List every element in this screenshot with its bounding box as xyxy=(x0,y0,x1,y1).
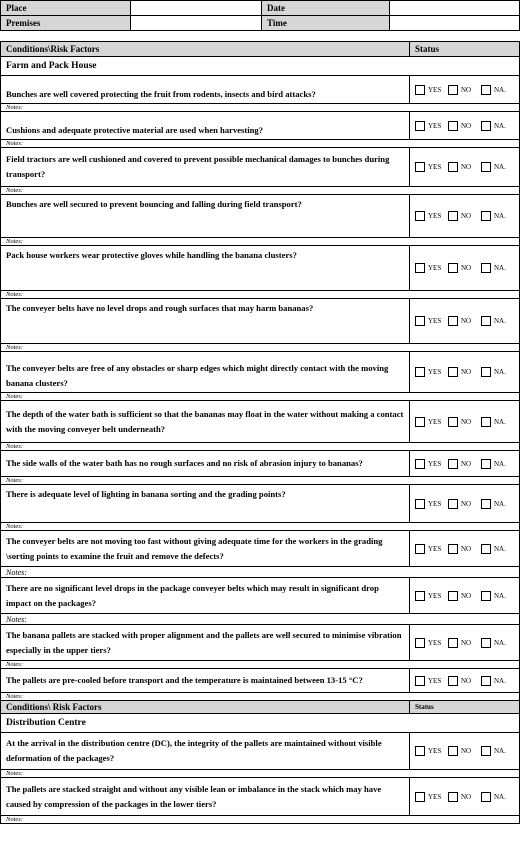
checkbox-icon[interactable] xyxy=(481,162,491,172)
yes-label: YES xyxy=(428,264,442,272)
checkbox-icon[interactable] xyxy=(415,459,425,469)
yes-option[interactable] xyxy=(415,85,448,95)
na-label: NA. xyxy=(494,264,506,272)
yes-label: YES xyxy=(428,368,442,376)
checkbox-icon[interactable] xyxy=(415,499,425,509)
checkbox-icon[interactable] xyxy=(448,417,458,427)
na-option[interactable] xyxy=(481,499,514,509)
checkbox-icon[interactable] xyxy=(448,676,458,686)
notes-field[interactable]: Notes: xyxy=(1,291,520,299)
no-option[interactable] xyxy=(448,591,481,601)
yes-option[interactable] xyxy=(415,792,448,802)
no-label: NO xyxy=(461,638,472,647)
premises-field[interactable] xyxy=(131,16,262,31)
checkbox-icon[interactable] xyxy=(448,85,458,95)
na-option[interactable] xyxy=(481,459,514,469)
checkbox-icon[interactable] xyxy=(448,162,458,172)
no-label: NO xyxy=(461,747,472,755)
no-option[interactable] xyxy=(448,316,481,326)
question: Bunches are well secured to prevent bouncing and falling during field transport? xyxy=(1,195,410,238)
checkbox-icon[interactable] xyxy=(415,676,425,686)
checkbox-icon[interactable] xyxy=(448,746,458,756)
yes-option[interactable] xyxy=(415,367,448,377)
question: The depth of the water bath is sufficient so that the bananas may float in the water without making a contact with the moving conveyer belt underneath? xyxy=(1,401,410,443)
na-label: NA. xyxy=(494,591,506,600)
checkbox-icon[interactable] xyxy=(481,367,491,377)
status-options xyxy=(410,76,520,104)
no-option[interactable] xyxy=(448,367,481,377)
yes-option[interactable] xyxy=(415,544,448,554)
status-options xyxy=(410,401,520,443)
status-options xyxy=(410,625,520,661)
yes-option[interactable] xyxy=(415,638,448,648)
checkbox-icon[interactable] xyxy=(481,316,491,326)
na-option[interactable] xyxy=(481,746,514,756)
date-field[interactable] xyxy=(390,1,520,16)
no-option[interactable] xyxy=(448,459,481,469)
question: The pallets are stacked straight and without any visible lean or imbalance in the stack which may have caused by compression of the packages in the lower tiers? xyxy=(1,778,410,816)
header-table xyxy=(0,0,520,31)
na-option[interactable] xyxy=(481,676,514,686)
no-label: NO xyxy=(461,591,472,600)
yes-option[interactable] xyxy=(415,499,448,509)
na-option[interactable] xyxy=(481,263,514,273)
yes-label: YES xyxy=(428,591,442,600)
notes-field[interactable]: Notes: xyxy=(1,104,520,112)
yes-option[interactable] xyxy=(415,417,448,427)
time-field[interactable] xyxy=(390,16,520,31)
status-options xyxy=(410,578,520,614)
question: The conveyer belts are not moving too fast without giving adequate time for the workers in the grading \sorting points to examine the fruit and remove the defects? xyxy=(1,531,410,567)
yes-option[interactable] xyxy=(415,162,448,172)
no-label: NO xyxy=(461,368,472,376)
yes-label: YES xyxy=(428,459,442,468)
na-option[interactable] xyxy=(481,417,514,427)
notes-field[interactable]: Notes: xyxy=(1,816,520,824)
checkbox-icon[interactable] xyxy=(448,263,458,273)
yes-label: YES xyxy=(428,499,442,508)
no-option[interactable] xyxy=(448,85,481,95)
no-label: NO xyxy=(461,544,472,553)
checkbox-icon[interactable] xyxy=(448,121,458,131)
no-option[interactable] xyxy=(448,263,481,273)
status-options xyxy=(410,195,520,238)
question: The pallets are pre-cooled before transport and the temperature is maintained between 13-15 °C? xyxy=(1,669,410,693)
checkbox-icon[interactable] xyxy=(448,544,458,554)
no-option[interactable] xyxy=(448,544,481,554)
notes-field[interactable]: Notes: xyxy=(1,523,520,531)
checkbox-icon[interactable] xyxy=(481,591,491,601)
checkbox-icon[interactable] xyxy=(448,591,458,601)
checkbox-icon[interactable] xyxy=(448,211,458,221)
no-option[interactable] xyxy=(448,162,481,172)
date-label: Date xyxy=(262,1,390,16)
question: There is adequate level of lighting in banana sorting and the grading points? xyxy=(1,485,410,523)
yes-label: YES xyxy=(428,317,442,325)
status-options xyxy=(410,112,520,140)
yes-label: YES xyxy=(428,747,442,755)
conditions-header: Conditions\ Risk Factors xyxy=(1,701,410,714)
na-label: NA. xyxy=(494,368,506,376)
no-label: NO xyxy=(461,264,472,272)
na-option[interactable] xyxy=(481,544,514,554)
checkbox-icon[interactable] xyxy=(415,367,425,377)
na-label: NA. xyxy=(494,163,506,171)
no-label: NO xyxy=(461,499,472,508)
status-options xyxy=(410,778,520,816)
yes-label: YES xyxy=(428,85,442,94)
no-option[interactable] xyxy=(448,792,481,802)
yes-label: YES xyxy=(428,417,442,426)
status-options xyxy=(410,531,520,567)
na-option[interactable] xyxy=(481,121,514,131)
na-label: NA. xyxy=(494,459,506,468)
notes-field[interactable]: Notes: xyxy=(1,661,520,669)
checkbox-icon[interactable] xyxy=(448,367,458,377)
status-options xyxy=(410,148,520,187)
yes-option[interactable] xyxy=(415,121,448,131)
yes-option[interactable] xyxy=(415,676,448,686)
no-label: NO xyxy=(461,459,472,468)
checkbox-icon[interactable] xyxy=(415,121,425,131)
no-option[interactable] xyxy=(448,211,481,221)
yes-option[interactable] xyxy=(415,459,448,469)
question: The conveyer belts are free of any obstacles or sharp edges which might directly contact with the moving banana clusters? xyxy=(1,352,410,393)
no-option[interactable] xyxy=(448,121,481,131)
na-label: NA. xyxy=(494,121,506,130)
notes-field[interactable]: Notes: xyxy=(1,344,520,352)
checklist-table xyxy=(0,41,520,824)
checkbox-icon[interactable] xyxy=(415,316,425,326)
yes-label: YES xyxy=(428,676,442,685)
notes-field[interactable]: Notes: xyxy=(1,614,520,625)
checkbox-icon[interactable] xyxy=(415,211,425,221)
checkbox-icon[interactable] xyxy=(481,417,491,427)
no-label: NO xyxy=(461,417,472,426)
status-options xyxy=(410,246,520,291)
na-label: NA. xyxy=(494,85,506,94)
question: The banana pallets are stacked with proper alignment and the pallets are well secured to minimise vibration especially in the upper tiers? xyxy=(1,625,410,661)
checkbox-icon[interactable] xyxy=(481,792,491,802)
question: The conveyer belts have no level drops and rough surfaces that may harm bananas? xyxy=(1,299,410,344)
section-title: Distribution Centre xyxy=(1,714,520,733)
checkbox-icon[interactable] xyxy=(415,591,425,601)
no-label: NO xyxy=(461,676,472,685)
na-option[interactable] xyxy=(481,162,514,172)
checkbox-icon[interactable] xyxy=(448,459,458,469)
na-label: NA. xyxy=(494,544,506,553)
checkbox-icon[interactable] xyxy=(415,746,425,756)
notes-field[interactable]: Notes: xyxy=(1,187,520,195)
checkbox-icon[interactable] xyxy=(481,121,491,131)
yes-label: YES xyxy=(428,544,442,553)
notes-field[interactable]: Notes: xyxy=(1,567,520,578)
place-label: Place xyxy=(1,1,131,16)
checkbox-icon[interactable] xyxy=(481,459,491,469)
na-label: NA. xyxy=(494,676,506,685)
checkbox-icon[interactable] xyxy=(481,638,491,648)
checkbox-icon[interactable] xyxy=(448,792,458,802)
na-label: NA. xyxy=(494,317,506,325)
no-label: NO xyxy=(461,317,472,325)
checkbox-icon[interactable] xyxy=(481,676,491,686)
na-option[interactable] xyxy=(481,85,514,95)
notes-field[interactable]: Notes: xyxy=(1,477,520,485)
na-option[interactable] xyxy=(481,792,514,802)
yes-label: YES xyxy=(428,163,442,171)
no-label: NO xyxy=(461,121,472,130)
question: Cushions and adequate protective material are used when harvesting? xyxy=(1,112,410,140)
status-options xyxy=(410,451,520,477)
yes-option[interactable] xyxy=(415,211,448,221)
checkbox-icon[interactable] xyxy=(415,162,425,172)
no-option[interactable] xyxy=(448,417,481,427)
no-option[interactable] xyxy=(448,746,481,756)
yes-option[interactable] xyxy=(415,263,448,273)
notes-field[interactable]: Notes: xyxy=(1,140,520,148)
na-label: NA. xyxy=(494,747,506,755)
no-option[interactable] xyxy=(448,676,481,686)
checkbox-icon[interactable] xyxy=(415,792,425,802)
notes-field[interactable]: Notes: xyxy=(1,693,520,701)
checkbox-icon[interactable] xyxy=(481,544,491,554)
question: Field tractors are well cushioned and covered to prevent possible mechanical damages to bunches during transport? xyxy=(1,148,410,187)
na-label: NA. xyxy=(494,499,506,508)
status-header: Status xyxy=(410,42,520,57)
question: There are no significant level drops in the package conveyer belts which may result in significant drop impact on the packages? xyxy=(1,578,410,614)
checkbox-icon[interactable] xyxy=(448,316,458,326)
place-field[interactable] xyxy=(131,1,262,16)
no-option[interactable] xyxy=(448,499,481,509)
na-label: NA. xyxy=(494,792,506,801)
checkbox-icon[interactable] xyxy=(448,499,458,509)
checkbox-icon[interactable] xyxy=(481,211,491,221)
checkbox-icon[interactable] xyxy=(481,85,491,95)
yes-label: YES xyxy=(428,121,442,130)
checkbox-icon[interactable] xyxy=(415,263,425,273)
premises-label: Premises xyxy=(1,16,131,31)
checkbox-icon[interactable] xyxy=(415,544,425,554)
na-option[interactable] xyxy=(481,316,514,326)
na-option[interactable] xyxy=(481,367,514,377)
checkbox-icon[interactable] xyxy=(481,499,491,509)
no-label: NO xyxy=(461,212,472,220)
question: Pack house workers wear protective gloves while handling the banana clusters? xyxy=(1,246,410,291)
status-header: Status xyxy=(410,701,520,714)
status-options xyxy=(410,485,520,523)
notes-field[interactable]: Notes: xyxy=(1,770,520,778)
na-label: NA. xyxy=(494,638,506,647)
checkbox-icon[interactable] xyxy=(481,746,491,756)
yes-label: YES xyxy=(428,212,442,220)
status-options xyxy=(410,733,520,770)
yes-option[interactable] xyxy=(415,316,448,326)
no-label: NO xyxy=(461,163,472,171)
notes-field[interactable]: Notes: xyxy=(1,393,520,401)
no-option[interactable] xyxy=(448,638,481,648)
conditions-header: Conditions\Risk Factors xyxy=(1,42,410,57)
yes-option[interactable] xyxy=(415,591,448,601)
no-label: NO xyxy=(461,85,472,94)
na-option[interactable] xyxy=(481,591,514,601)
status-options xyxy=(410,299,520,344)
question: Bunches are well covered protecting the fruit from rodents, insects and bird attacks? xyxy=(1,76,410,104)
yes-label: YES xyxy=(428,638,442,647)
no-label: NO xyxy=(461,792,472,801)
status-options xyxy=(410,669,520,693)
notes-field[interactable]: Notes: xyxy=(1,443,520,451)
time-label: Time xyxy=(262,16,390,31)
na-label: NA. xyxy=(494,417,506,426)
checkbox-icon[interactable] xyxy=(481,263,491,273)
status-options xyxy=(410,352,520,393)
na-option[interactable] xyxy=(481,211,514,221)
yes-option[interactable] xyxy=(415,746,448,756)
checkbox-icon[interactable] xyxy=(448,638,458,648)
na-option[interactable] xyxy=(481,638,514,648)
notes-field[interactable]: Notes: xyxy=(1,238,520,246)
na-label: NA. xyxy=(494,212,506,220)
question: At the arrival in the distribution centre (DC), the integrity of the pallets are maintained without visible deformation of the packages? xyxy=(1,733,410,770)
checkbox-icon[interactable] xyxy=(415,638,425,648)
yes-label: YES xyxy=(428,792,442,801)
checkbox-icon[interactable] xyxy=(415,85,425,95)
checkbox-icon[interactable] xyxy=(415,417,425,427)
question: The side walls of the water bath has no rough surfaces and no risk of abrasion injury to bananas? xyxy=(1,451,410,477)
section-title: Farm and Pack House xyxy=(1,57,520,76)
